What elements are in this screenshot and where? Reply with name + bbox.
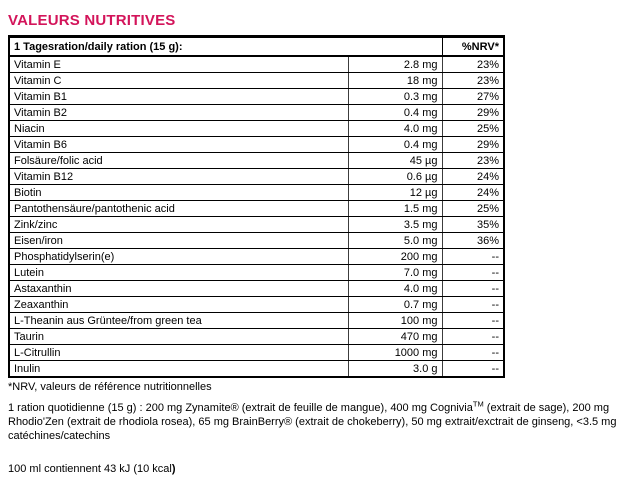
energy-text: 100 ml contiennent 43 kJ (10 kcal [8,463,172,475]
nutrient-amount: 12 µg [348,185,442,201]
nutrient-amount: 0.4 mg [348,137,442,153]
nutrient-amount: 4.0 mg [348,281,442,297]
table-row [9,313,504,329]
table-row [9,217,504,233]
nutrient-amount: 2.8 mg [348,56,442,73]
table-row [9,105,504,121]
nutrient-amount: 470 mg [348,329,442,345]
nutrient-name: Vitamin B6 [9,137,348,153]
table-row [9,233,504,249]
nutrient-nrv: 36% [442,233,504,249]
nutrient-nrv: -- [442,297,504,313]
nutrient-name: Taurin [9,329,348,345]
nutrient-nrv: -- [442,329,504,345]
table-row [9,56,504,73]
nutrient-nrv: 29% [442,137,504,153]
nutrient-name: Folsäure/folic acid [9,153,348,169]
nutrient-nrv: 25% [442,201,504,217]
table-row [9,249,504,265]
ration-footnote [8,401,630,443]
table-row [9,201,504,217]
nutrient-amount: 18 mg [348,73,442,89]
nutrient-nrv: -- [442,281,504,297]
table-row [9,73,504,89]
nutrient-amount: 4.0 mg [348,121,442,137]
nutrient-nrv: 27% [442,89,504,105]
nutrient-nrv: -- [442,265,504,281]
nutrient-amount: 7.0 mg [348,265,442,281]
table-row [9,281,504,297]
nutrient-nrv: 29% [442,105,504,121]
nutrition-table [8,35,505,378]
nutrient-amount: 0.6 µg [348,169,442,185]
nutrient-name: Biotin [9,185,348,201]
nutrient-name: Vitamin B2 [9,105,348,121]
nutrient-amount: 5.0 mg [348,233,442,249]
table-row [9,297,504,313]
nutrient-name: Vitamin E [9,56,348,73]
table-row [9,169,504,185]
energy-bold-paren: ) [171,463,176,475]
table-row [9,185,504,201]
nutrient-name: Niacin [9,121,348,137]
nutrient-nrv: 25% [442,121,504,137]
nutrient-amount: 3.0 g [348,361,442,378]
table-row [9,329,504,345]
nutrient-name: Lutein [9,265,348,281]
nutrient-name: Vitamin C [9,73,348,89]
nutrient-amount: 0.3 mg [348,89,442,105]
nutrient-amount: 3.5 mg [348,217,442,233]
nutrient-nrv: 23% [442,56,504,73]
nutrient-name: Eisen/iron [9,233,348,249]
ration-footnote-text-cont: (extrait de sage), 200 mg Rhodio'Zen (extrait de rhodiola rosea), 65 mg BrainBerry® (extrait de chokeberry), 50 mg extrait/exctrait de ginseng, <3.5 mg catéchines/catechins [8,402,617,442]
table-row [9,137,504,153]
nutrient-name: L-Theanin aus Grüntee/from green tea [9,313,348,329]
nutrient-name: Zeaxanthin [9,297,348,313]
nutrition-table-body [9,56,504,377]
nutrient-name: Inulin [9,361,348,378]
table-row [9,121,504,137]
table-row [9,265,504,281]
table-row [9,89,504,105]
nutrient-nrv: 24% [442,185,504,201]
nutrient-nrv: 24% [442,169,504,185]
nutrient-nrv: 23% [442,73,504,89]
nutrient-name: Zink/zinc [9,217,348,233]
nutrient-name: Phosphatidylserin(e) [9,249,348,265]
nutrient-amount: 0.4 mg [348,105,442,121]
nutrient-amount: 100 mg [348,313,442,329]
nutrient-name: Vitamin B12 [9,169,348,185]
nutrient-amount: 1.5 mg [348,201,442,217]
nutrient-name: Vitamin B1 [9,89,348,105]
table-row [9,153,504,169]
trademark-superscript: TM [472,399,484,409]
table-row [9,361,504,378]
nutrient-name: L-Citrullin [9,345,348,361]
nutrient-nrv: -- [442,313,504,329]
header-nrv-label: %NRV* [442,37,504,57]
nutrient-amount: 45 µg [348,153,442,169]
nutrient-nrv: -- [442,345,504,361]
energy-footnote [8,462,635,476]
nutrient-nrv: -- [442,361,504,378]
header-ration-label: 1 Tagesration/daily ration (15 g): [9,37,442,57]
page-title: VALEURS NUTRITIVES [8,12,176,29]
ration-footnote-text: 1 ration quotidienne (15 g) : 200 mg Zynamite® (extrait de feuille de mangue), 400 mg Cognivia [8,402,473,414]
nutrient-name: Pantothensäure/pantothenic acid [9,201,348,217]
nutrient-amount: 1000 mg [348,345,442,361]
nutrient-name: Astaxanthin [9,281,348,297]
table-row [9,345,504,361]
nutrient-nrv: -- [442,249,504,265]
table-header-row [9,37,504,57]
nutrient-amount: 200 mg [348,249,442,265]
nutrient-amount: 0.7 mg [348,297,442,313]
nutrient-nrv: 35% [442,217,504,233]
nrv-footnote: *NRV, valeurs de référence nutritionnelles [8,381,212,393]
nutrient-nrv: 23% [442,153,504,169]
